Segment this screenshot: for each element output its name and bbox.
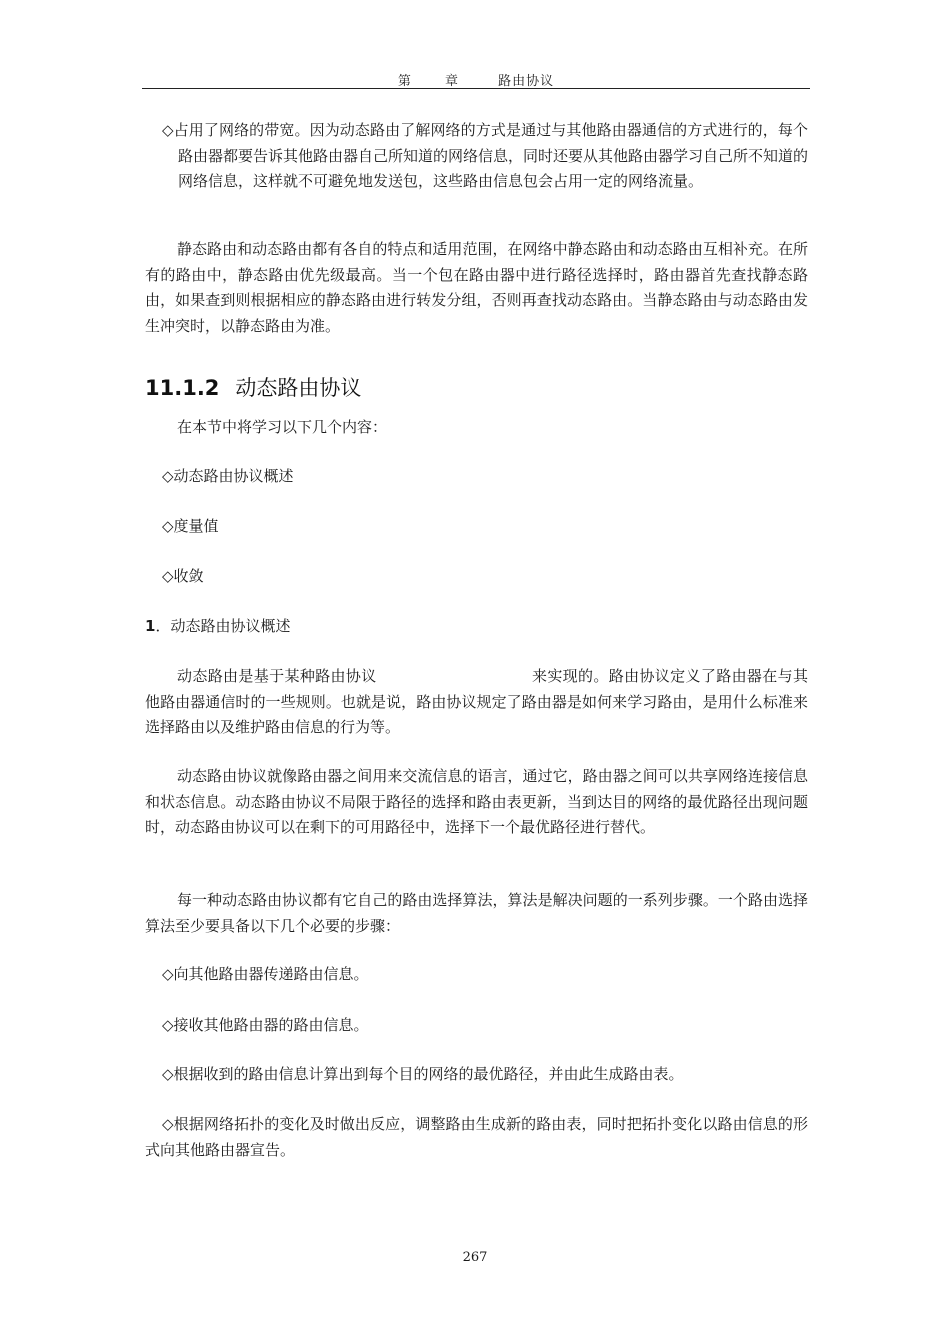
list-item: ◇动态路由协议概述 bbox=[162, 467, 294, 485]
algorithm-intro-paragraph: 每一种动态路由协议都有它自己的路由选择算法，算法是解决问题的一系列步骤。一个路由选择算法至少要具备以下几个必要的步骤： bbox=[145, 891, 808, 935]
section-intro: 在本节中将学习以下几个内容： bbox=[177, 418, 388, 436]
list-item: ◇度量值 bbox=[162, 517, 219, 535]
algorithm-step: ◇向其他路由器传递路由信息。 bbox=[162, 965, 369, 983]
algorithm-step: ◇根据网络拓扑的变化及时做出反应，调整路由生成新的路由表，同时把拓扑变化以路由信息的形式向其他路由器宣告。 bbox=[145, 1115, 808, 1159]
protocol-definition-paragraph bbox=[145, 664, 808, 741]
bandwidth-bullet-paragraph: ◇占用了网络的带宽。因为动态路由了解网络的方式是通过与其他路由器通信的方式进行的，每个路由器都要告诉其他路由器自己所知道的网络信息，同时还要从其他路由器学习自己所不知道的网络信息，这样就不可避免地发送包，这些路由信息包会占用一定的网络流量。 bbox=[162, 121, 809, 190]
list-item: ◇收敛 bbox=[162, 567, 204, 585]
subsection-heading bbox=[145, 615, 290, 636]
protocol-definition-rest: 来实现的。路由协议定义了路由器在与其他路由器通信时的一些规则。也就是说，路由协议规定了路由器是如何来学习路由，是用什么标准来选择路由以及维护路由信息的行为等。 bbox=[145, 667, 808, 736]
section-heading bbox=[145, 372, 361, 402]
language-analogy-paragraph: 动态路由协议就像路由器之间用来交流信息的语言，通过它，路由器之间可以共享网络连接信息和状态信息。动态路由协议不局限于路径的选择和路由表更新，当到达目的网络的最优路径出现问题时，动态路由协议可以在剩下的可用路径中，选择下一个最优路径进行替代。 bbox=[145, 767, 808, 836]
header-chapter-suffix: 章 bbox=[444, 74, 459, 89]
subsection-title: ．动态路由协议概述 bbox=[155, 617, 291, 635]
running-header bbox=[142, 70, 810, 89]
section-number: 11.1.2 bbox=[145, 376, 220, 400]
algorithm-step: ◇根据收到的路由信息计算出到每个目的网络的最优路径，并由此生成路由表。 bbox=[162, 1065, 684, 1083]
header-chapter-prefix: 第 bbox=[397, 74, 412, 89]
algorithm-step: ◇接收其他路由器的路由信息。 bbox=[162, 1016, 369, 1034]
header-chapter-title: 路由协议 bbox=[498, 74, 555, 89]
subsection-number: 1 bbox=[145, 617, 156, 635]
section-title: 动态路由协议 bbox=[235, 376, 362, 400]
header-rule bbox=[142, 88, 810, 89]
static-vs-dynamic-paragraph: 静态路由和动态路由都有各自的特点和适用范围，在网络中静态路由和动态路由互相补充。在所有的路由中，静态路由优先级最高。当一个包在路由器中进行路径选择时，路由器首先查找静态路由，如果查到则根据相应的静态路由进行转发分组，否则再查找动态路由。当静态路由与动态路由发生冲突时，以静态路由为准。 bbox=[145, 240, 808, 335]
protocol-definition-start: 动态路由是基于某种路由协议 bbox=[177, 667, 377, 685]
page-number: 267 bbox=[462, 1250, 488, 1265]
